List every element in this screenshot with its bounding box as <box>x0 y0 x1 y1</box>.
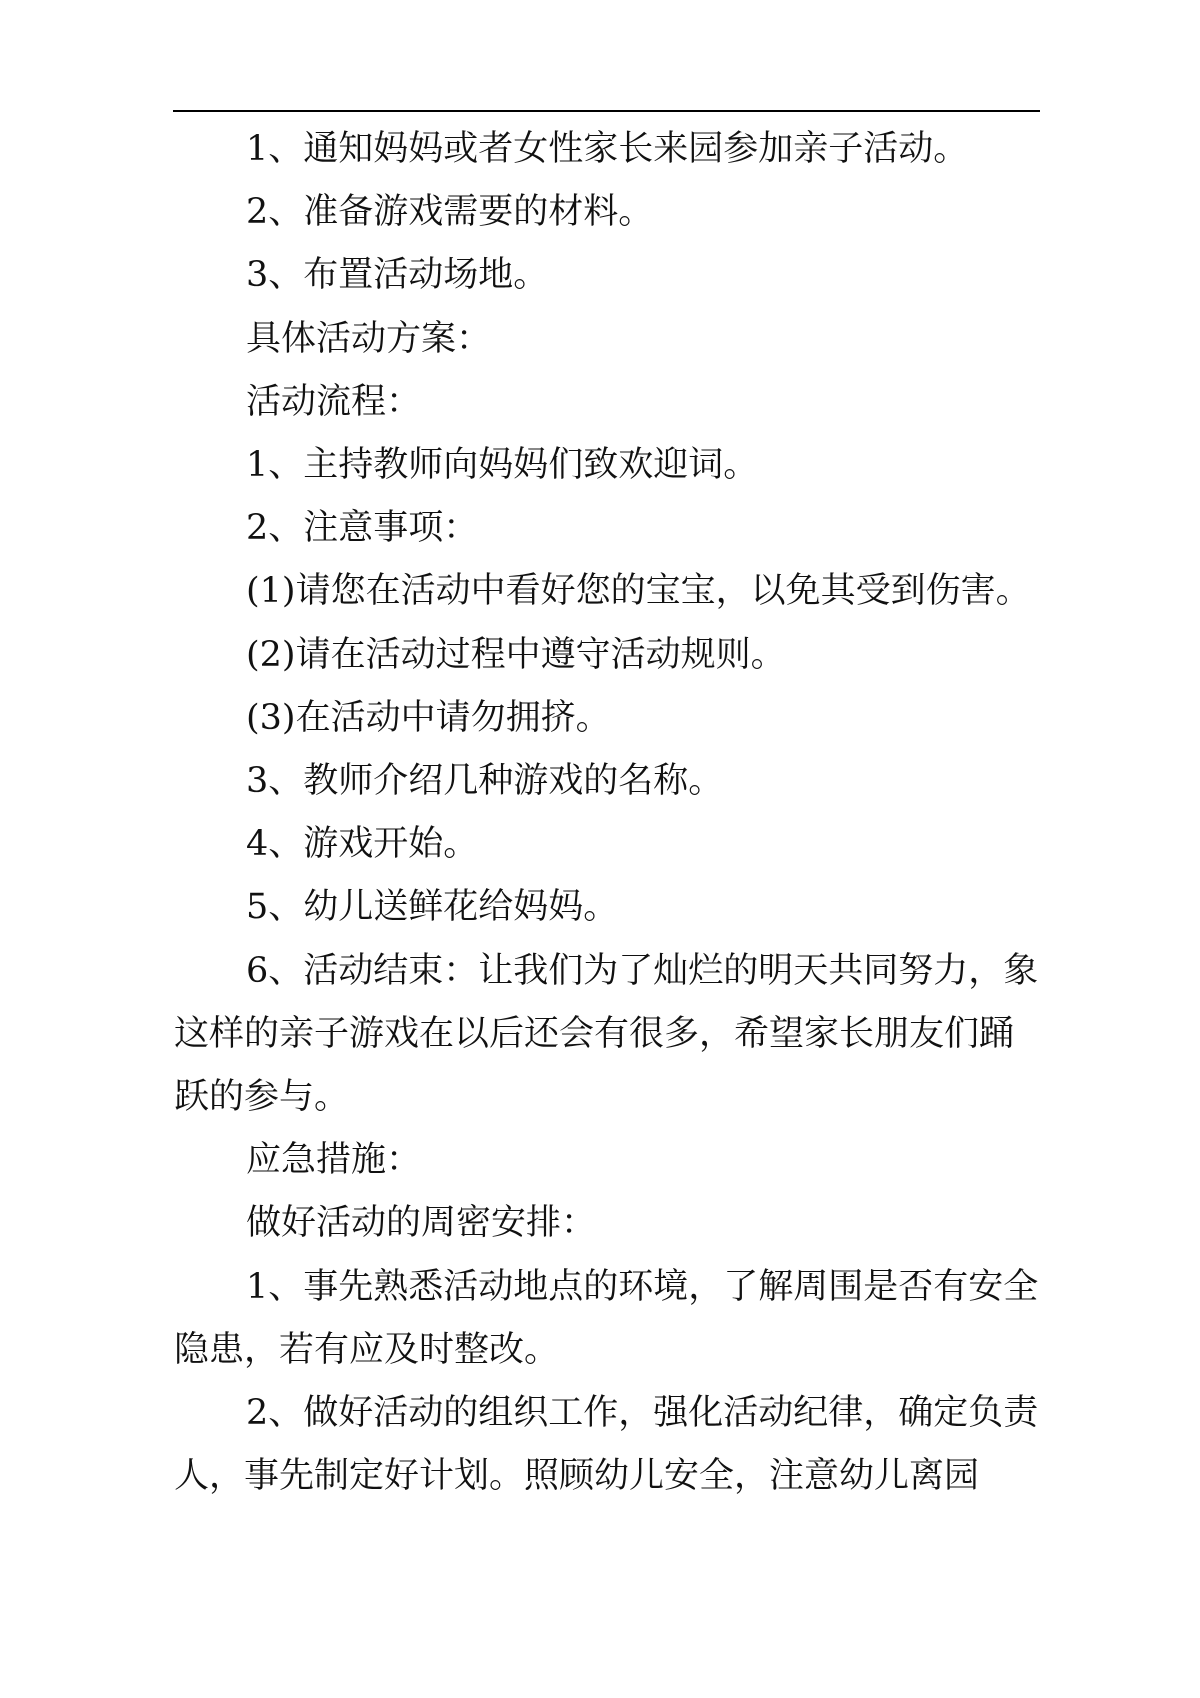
heading-activity-flow: 活动流程： <box>246 381 422 422</box>
paragraph-flowers: 5、幼儿送鲜花给妈妈。 <box>246 887 619 928</box>
header-rule <box>173 110 1040 112</box>
paragraph-activity-end: 6、活动结束：让我们为了灿烂的明天共同努力，象这样的亲子游戏在以后还会有很多，希望家长朋友们踊跃的参与。 <box>174 950 1039 1118</box>
paragraph-notify-mothers: 1、通知妈妈或者女性家长来园参加亲子活动。 <box>246 129 969 169</box>
paragraph-notes-heading: 2、注意事项： <box>246 508 479 549</box>
paragraph-arrange-venue: 3、布置活动场地。 <box>246 255 549 296</box>
paragraph-note-2: (2)请在活动过程中遵守活动规则。 <box>246 634 786 675</box>
paragraph-game-start: 4、游戏开始。 <box>246 824 479 865</box>
paragraph-organization-work: 2、做好活动的组织工作，强化活动纪律，确定负责人，事先制定好计划。照顾幼儿安全，注意幼儿离园 <box>174 1393 1039 1497</box>
paragraph-welcome-speech: 1、主持教师向妈妈们致欢迎词。 <box>246 445 759 486</box>
paragraph-careful-arrangement: 做好活动的周密安排： <box>246 1203 597 1244</box>
paragraph-game-intro: 3、教师介绍几种游戏的名称。 <box>246 761 724 802</box>
paragraph-note-3: (3)在活动中请勿拥挤。 <box>246 697 611 738</box>
paragraph-note-1: (1)请您在活动中看好您的宝宝，以免其受到伤害。 <box>246 571 1031 612</box>
heading-emergency-measures: 应急措施： <box>246 1140 422 1181</box>
paragraph-familiarize-site: 1、事先熟悉活动地点的环境，了解周围是否有安全隐患，若有应及时整改。 <box>174 1266 1039 1370</box>
document-body <box>174 118 1044 1508</box>
heading-activity-plan: 具体活动方案： <box>246 318 492 359</box>
paragraph-prepare-materials: 2、准备游戏需要的材料。 <box>246 192 654 233</box>
